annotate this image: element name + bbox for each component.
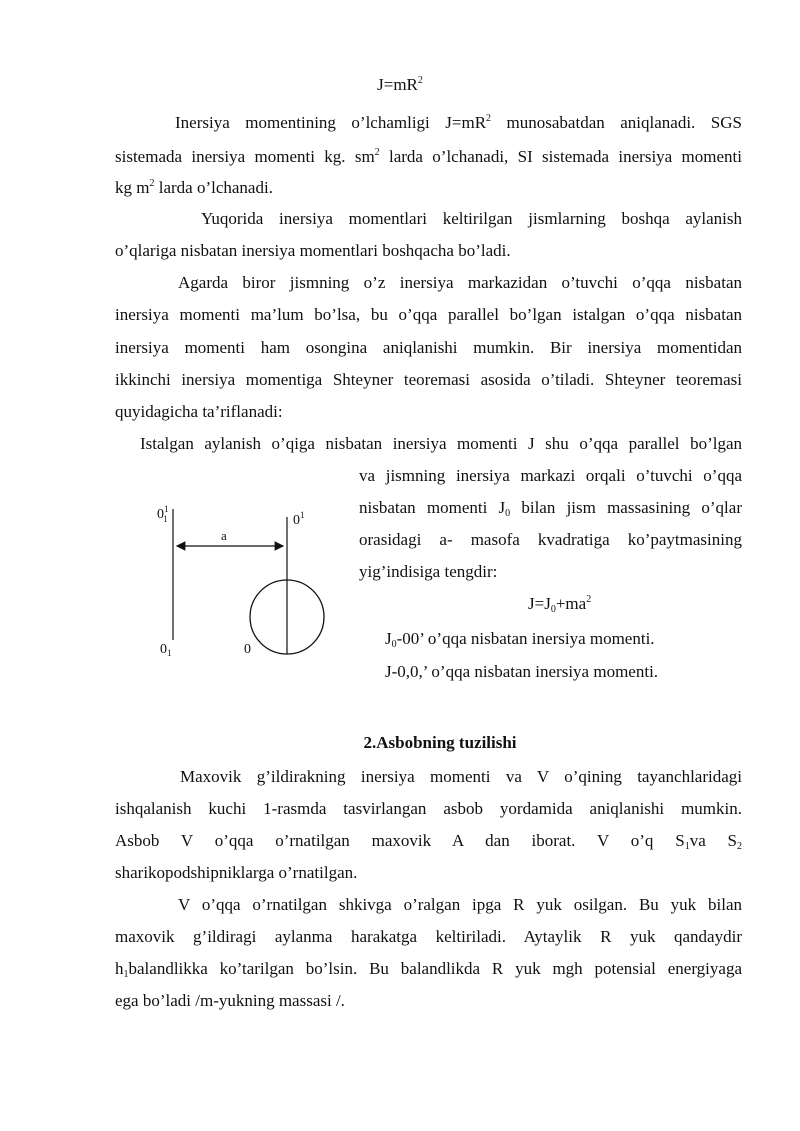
p1-line3: kg $m^2$ larda o’lchanadi. bbox=[115, 178, 273, 197]
label-top-right: $0^1$ bbox=[293, 510, 305, 528]
p3-line2: inersiya momenti ma’lum bo’lsa, bu o’qqa parallel bo’lgan istalgan o’qqa nisbatan bbox=[115, 305, 742, 324]
section-title: 2.Asbobning tuzilishi bbox=[363, 733, 517, 752]
label-distance-a: a bbox=[221, 528, 227, 543]
p2-line2: o’qlariga nisbatan inersiya momentlari boshqacha bo’ladi. bbox=[115, 241, 511, 260]
p6-line2: maxovik g’ildiragi aylanma harakatga keltiriladi. Aytaylik R yuk qandaydir bbox=[115, 927, 742, 946]
steiner-axes-figure bbox=[140, 495, 355, 665]
formula-inertia: $J=mR^2$ bbox=[377, 75, 423, 94]
label-top-left: $0^1$ 1 bbox=[157, 504, 169, 524]
formula-steiner: $J=J_0+ma^2$ bbox=[528, 594, 592, 615]
p1-line2: sistemada inersiya momenti kg. $sm^2$ larda o’lchanadi, SI sistemada inersiya momenti bbox=[115, 147, 742, 166]
definition-j0: $J_0-00$’ o’qqa nisbatan inersiya momenti. bbox=[385, 629, 655, 650]
p6-line3: $h_1balandlikka$ ko’tarilgan bo’lsin. Bu balandlikda R yuk mgh potensial energiyaga bbox=[115, 959, 742, 980]
p6-line1: V o’qqa o’rnatilgan shkivga o’ralgan ipga R yuk osilgan. Bu yuk bilan bbox=[178, 895, 742, 914]
p4-line4: orasidagi a- masofa kvadratiga ko’paytmasining bbox=[359, 530, 742, 549]
p5-line4: sharikopodshipniklarga o’rnatilgan. bbox=[115, 863, 358, 882]
label-bottom-right: 0 bbox=[244, 642, 251, 657]
p6-line4: ega bo’ladi /m-yukning massasi /. bbox=[115, 991, 345, 1010]
definition-j: J-0,0,’ o’qqa nisbatan inersiya momenti. bbox=[385, 662, 659, 681]
p3-line3: inersiya momenti ham osongina aniqlanishi mumkin. Bir inersiya momentidan bbox=[115, 338, 742, 357]
p3-line5: quyidagicha ta’riflanadi: bbox=[115, 402, 283, 421]
p5-line1: Maxovik g’ildirakning inersiya momenti va V o’qining tayanchlaridagi bbox=[180, 767, 742, 786]
p5-line3: Asbob V o’qqa o’rnatilgan maxovik A dan iborat. V o’q $S_1va$ $S_2$ bbox=[115, 831, 743, 852]
p4-line1: Istalgan aylanish o’qiga nisbatan inersiya momenti J shu o’qqa parallel bo’lgan bbox=[140, 434, 742, 453]
p4-line3: nisbatan momenti $J_0$ bilan jism massasining o’qlar bbox=[359, 498, 742, 519]
p1-line1: Inersiya momentining o’lchamligi $J=mR^2$ munosabatdan aniqlanadi. SGS bbox=[175, 113, 742, 132]
p4-line2: va jismning inersiya markazi orqali o’tuvchi o’qqa bbox=[359, 466, 742, 485]
label-bottom-left: $0_1$ bbox=[160, 642, 172, 658]
p2-line1: Yuqorida inersiya momentlari keltirilgan jismlarning boshqa aylanish bbox=[201, 209, 742, 228]
p3-line1: Agarda biror jismning o’z inersiya markazidan o’tuvchi o’qqa nisbatan bbox=[178, 273, 742, 292]
p4-line5: yig’indisiga tengdir: bbox=[359, 562, 498, 581]
p3-line4: ikkinchi inersiya momentiga Shteyner teoremasi asosida o’tiladi. Shteyner teoremasi bbox=[115, 370, 742, 389]
p5-line2: ishqalanish kuchi 1-rasmda tasvirlangan asbob yordamida aniqlanishi mumkin. bbox=[115, 799, 742, 818]
